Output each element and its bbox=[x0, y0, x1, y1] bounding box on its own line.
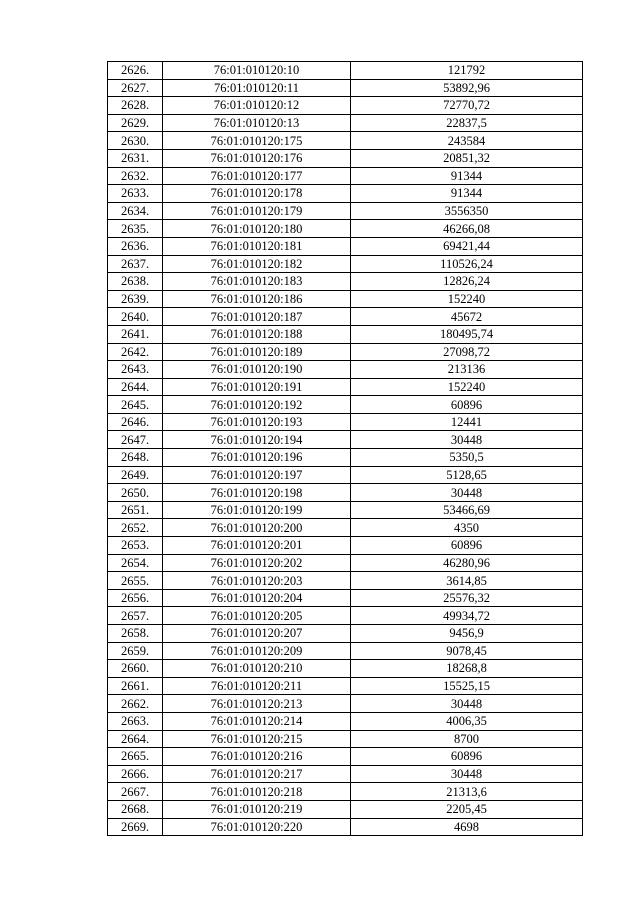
row-number-cell: 2631. bbox=[108, 149, 163, 167]
table-row bbox=[108, 501, 583, 519]
value-cell: 53466,69 bbox=[351, 501, 583, 519]
row-number-cell: 2651. bbox=[108, 501, 163, 519]
table-row bbox=[108, 396, 583, 414]
row-number-cell: 2641. bbox=[108, 325, 163, 343]
cadastral-number-cell: 76:01:010120:187 bbox=[163, 308, 351, 326]
cadastral-number-cell: 76:01:010120:191 bbox=[163, 378, 351, 396]
table-row bbox=[108, 695, 583, 713]
row-number-cell: 2666. bbox=[108, 765, 163, 783]
cadastral-number-cell: 76:01:010120:220 bbox=[163, 818, 351, 836]
row-number-cell: 2647. bbox=[108, 431, 163, 449]
row-number-cell: 2653. bbox=[108, 537, 163, 555]
row-number-cell: 2632. bbox=[108, 167, 163, 185]
cadastral-number-cell: 76:01:010120:202 bbox=[163, 554, 351, 572]
row-number-cell: 2665. bbox=[108, 748, 163, 766]
row-number-cell: 2643. bbox=[108, 361, 163, 379]
value-cell: 21313,6 bbox=[351, 783, 583, 801]
table-row bbox=[108, 290, 583, 308]
value-cell: 9078,45 bbox=[351, 642, 583, 660]
table-row bbox=[108, 237, 583, 255]
cadastral-number-cell: 76:01:010120:188 bbox=[163, 325, 351, 343]
cadastral-number-cell: 76:01:010120:207 bbox=[163, 625, 351, 643]
cadastral-number-cell: 76:01:010120:11 bbox=[163, 79, 351, 97]
table-row bbox=[108, 62, 583, 80]
cadastral-number-cell: 76:01:010120:198 bbox=[163, 484, 351, 502]
value-cell: 46266,08 bbox=[351, 220, 583, 238]
table-row bbox=[108, 378, 583, 396]
row-number-cell: 2634. bbox=[108, 202, 163, 220]
value-cell: 27098,72 bbox=[351, 343, 583, 361]
row-number-cell: 2644. bbox=[108, 378, 163, 396]
cadastral-number-cell: 76:01:010120:199 bbox=[163, 501, 351, 519]
cadastral-number-cell: 76:01:010120:196 bbox=[163, 449, 351, 467]
table-row bbox=[108, 765, 583, 783]
document-page bbox=[107, 61, 582, 836]
cadastral-number-cell: 76:01:010120:178 bbox=[163, 185, 351, 203]
value-cell: 152240 bbox=[351, 290, 583, 308]
value-cell: 121792 bbox=[351, 62, 583, 80]
table-row bbox=[108, 167, 583, 185]
table-row bbox=[108, 554, 583, 572]
cadastral-number-cell: 76:01:010120:194 bbox=[163, 431, 351, 449]
row-number-cell: 2635. bbox=[108, 220, 163, 238]
value-cell: 15525,15 bbox=[351, 677, 583, 695]
row-number-cell: 2638. bbox=[108, 273, 163, 291]
value-cell: 213136 bbox=[351, 361, 583, 379]
value-cell: 9456,9 bbox=[351, 625, 583, 643]
cadastral-number-cell: 76:01:010120:213 bbox=[163, 695, 351, 713]
row-number-cell: 2669. bbox=[108, 818, 163, 836]
cadastral-number-cell: 76:01:010120:216 bbox=[163, 748, 351, 766]
value-cell: 110526,24 bbox=[351, 255, 583, 273]
value-cell: 25576,32 bbox=[351, 589, 583, 607]
row-number-cell: 2626. bbox=[108, 62, 163, 80]
table-row bbox=[108, 783, 583, 801]
value-cell: 60896 bbox=[351, 748, 583, 766]
table-row bbox=[108, 818, 583, 836]
value-cell: 4006,35 bbox=[351, 712, 583, 730]
value-cell: 243584 bbox=[351, 132, 583, 150]
row-number-cell: 2660. bbox=[108, 660, 163, 678]
value-cell: 49934,72 bbox=[351, 607, 583, 625]
cadastral-number-cell: 76:01:010120:183 bbox=[163, 273, 351, 291]
row-number-cell: 2640. bbox=[108, 308, 163, 326]
value-cell: 30448 bbox=[351, 765, 583, 783]
row-number-cell: 2627. bbox=[108, 79, 163, 97]
row-number-cell: 2656. bbox=[108, 589, 163, 607]
table-row bbox=[108, 572, 583, 590]
row-number-cell: 2636. bbox=[108, 237, 163, 255]
value-cell: 91344 bbox=[351, 185, 583, 203]
row-number-cell: 2629. bbox=[108, 114, 163, 132]
row-number-cell: 2664. bbox=[108, 730, 163, 748]
value-cell: 5350,5 bbox=[351, 449, 583, 467]
value-cell: 91344 bbox=[351, 167, 583, 185]
table-row bbox=[108, 537, 583, 555]
table-row bbox=[108, 660, 583, 678]
cadastral-number-cell: 76:01:010120:219 bbox=[163, 800, 351, 818]
row-number-cell: 2642. bbox=[108, 343, 163, 361]
table-row bbox=[108, 79, 583, 97]
cadastral-value-table bbox=[107, 61, 583, 836]
row-number-cell: 2655. bbox=[108, 572, 163, 590]
table-row bbox=[108, 97, 583, 115]
table-row bbox=[108, 449, 583, 467]
cadastral-number-cell: 76:01:010120:203 bbox=[163, 572, 351, 590]
cadastral-number-cell: 76:01:010120:200 bbox=[163, 519, 351, 537]
cadastral-number-cell: 76:01:010120:176 bbox=[163, 149, 351, 167]
table-row bbox=[108, 273, 583, 291]
cadastral-number-cell: 76:01:010120:180 bbox=[163, 220, 351, 238]
table-row bbox=[108, 800, 583, 818]
table-row bbox=[108, 642, 583, 660]
table-row bbox=[108, 114, 583, 132]
table-row bbox=[108, 748, 583, 766]
table-row bbox=[108, 466, 583, 484]
table-row bbox=[108, 149, 583, 167]
value-cell: 69421,44 bbox=[351, 237, 583, 255]
value-cell: 180495,74 bbox=[351, 325, 583, 343]
row-number-cell: 2648. bbox=[108, 449, 163, 467]
row-number-cell: 2649. bbox=[108, 466, 163, 484]
table-row bbox=[108, 607, 583, 625]
cadastral-number-cell: 76:01:010120:215 bbox=[163, 730, 351, 748]
table-row bbox=[108, 325, 583, 343]
table-row bbox=[108, 484, 583, 502]
value-cell: 20851,32 bbox=[351, 149, 583, 167]
value-cell: 12441 bbox=[351, 413, 583, 431]
row-number-cell: 2639. bbox=[108, 290, 163, 308]
row-number-cell: 2633. bbox=[108, 185, 163, 203]
value-cell: 18268,8 bbox=[351, 660, 583, 678]
value-cell: 3556350 bbox=[351, 202, 583, 220]
table-body bbox=[108, 62, 583, 836]
value-cell: 30448 bbox=[351, 484, 583, 502]
row-number-cell: 2668. bbox=[108, 800, 163, 818]
value-cell: 22837,5 bbox=[351, 114, 583, 132]
cadastral-number-cell: 76:01:010120:12 bbox=[163, 97, 351, 115]
row-number-cell: 2657. bbox=[108, 607, 163, 625]
value-cell: 2205,45 bbox=[351, 800, 583, 818]
cadastral-number-cell: 76:01:010120:197 bbox=[163, 466, 351, 484]
table-row bbox=[108, 343, 583, 361]
cadastral-number-cell: 76:01:010120:13 bbox=[163, 114, 351, 132]
table-row bbox=[108, 677, 583, 695]
table-row bbox=[108, 625, 583, 643]
row-number-cell: 2630. bbox=[108, 132, 163, 150]
cadastral-number-cell: 76:01:010120:190 bbox=[163, 361, 351, 379]
value-cell: 53892,96 bbox=[351, 79, 583, 97]
row-number-cell: 2661. bbox=[108, 677, 163, 695]
table-row bbox=[108, 712, 583, 730]
value-cell: 45672 bbox=[351, 308, 583, 326]
table-row bbox=[108, 255, 583, 273]
table-row bbox=[108, 413, 583, 431]
value-cell: 72770,72 bbox=[351, 97, 583, 115]
cadastral-number-cell: 76:01:010120:217 bbox=[163, 765, 351, 783]
value-cell: 30448 bbox=[351, 695, 583, 713]
table-row bbox=[108, 730, 583, 748]
row-number-cell: 2637. bbox=[108, 255, 163, 273]
value-cell: 4698 bbox=[351, 818, 583, 836]
cadastral-number-cell: 76:01:010120:211 bbox=[163, 677, 351, 695]
cadastral-number-cell: 76:01:010120:214 bbox=[163, 712, 351, 730]
table-row bbox=[108, 202, 583, 220]
row-number-cell: 2652. bbox=[108, 519, 163, 537]
row-number-cell: 2650. bbox=[108, 484, 163, 502]
row-number-cell: 2663. bbox=[108, 712, 163, 730]
cadastral-number-cell: 76:01:010120:182 bbox=[163, 255, 351, 273]
row-number-cell: 2658. bbox=[108, 625, 163, 643]
table-row bbox=[108, 132, 583, 150]
cadastral-number-cell: 76:01:010120:181 bbox=[163, 237, 351, 255]
value-cell: 4350 bbox=[351, 519, 583, 537]
row-number-cell: 2654. bbox=[108, 554, 163, 572]
table-row bbox=[108, 431, 583, 449]
cadastral-number-cell: 76:01:010120:205 bbox=[163, 607, 351, 625]
cadastral-number-cell: 76:01:010120:175 bbox=[163, 132, 351, 150]
row-number-cell: 2646. bbox=[108, 413, 163, 431]
row-number-cell: 2659. bbox=[108, 642, 163, 660]
cadastral-number-cell: 76:01:010120:177 bbox=[163, 167, 351, 185]
cadastral-number-cell: 76:01:010120:209 bbox=[163, 642, 351, 660]
cadastral-number-cell: 76:01:010120:179 bbox=[163, 202, 351, 220]
value-cell: 46280,96 bbox=[351, 554, 583, 572]
value-cell: 3614,85 bbox=[351, 572, 583, 590]
value-cell: 12826,24 bbox=[351, 273, 583, 291]
value-cell: 152240 bbox=[351, 378, 583, 396]
cadastral-number-cell: 76:01:010120:186 bbox=[163, 290, 351, 308]
value-cell: 8700 bbox=[351, 730, 583, 748]
cadastral-number-cell: 76:01:010120:192 bbox=[163, 396, 351, 414]
value-cell: 5128,65 bbox=[351, 466, 583, 484]
table-row bbox=[108, 361, 583, 379]
table-row bbox=[108, 308, 583, 326]
table-row bbox=[108, 589, 583, 607]
cadastral-number-cell: 76:01:010120:218 bbox=[163, 783, 351, 801]
cadastral-number-cell: 76:01:010120:204 bbox=[163, 589, 351, 607]
table-row bbox=[108, 185, 583, 203]
cadastral-number-cell: 76:01:010120:201 bbox=[163, 537, 351, 555]
table-row bbox=[108, 519, 583, 537]
value-cell: 30448 bbox=[351, 431, 583, 449]
value-cell: 60896 bbox=[351, 537, 583, 555]
value-cell: 60896 bbox=[351, 396, 583, 414]
cadastral-number-cell: 76:01:010120:210 bbox=[163, 660, 351, 678]
row-number-cell: 2667. bbox=[108, 783, 163, 801]
cadastral-number-cell: 76:01:010120:189 bbox=[163, 343, 351, 361]
row-number-cell: 2645. bbox=[108, 396, 163, 414]
table-row bbox=[108, 220, 583, 238]
row-number-cell: 2662. bbox=[108, 695, 163, 713]
cadastral-number-cell: 76:01:010120:193 bbox=[163, 413, 351, 431]
cadastral-number-cell: 76:01:010120:10 bbox=[163, 62, 351, 80]
row-number-cell: 2628. bbox=[108, 97, 163, 115]
